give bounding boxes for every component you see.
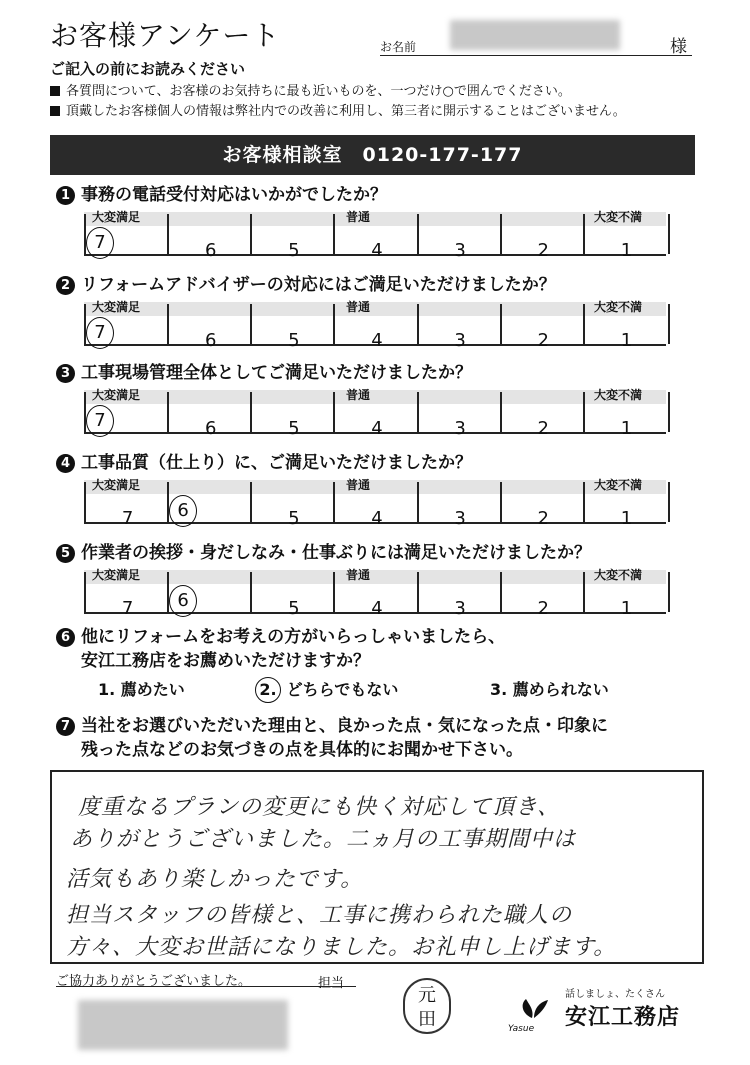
question-6-line-2: 安江工務店をお薦めいただけますか？ — [81, 651, 370, 671]
rating-scale — [84, 210, 666, 261]
rating-option-4[interactable] — [333, 304, 418, 351]
rating-option-6[interactable] — [167, 572, 252, 612]
rating-value: 6 — [204, 240, 217, 261]
rating-option-1[interactable] — [583, 214, 670, 261]
rating-value: 2 — [537, 330, 549, 351]
rating-value: 2 — [537, 508, 549, 529]
rating-value: 2 — [537, 418, 549, 439]
rating-value: 5 — [288, 240, 300, 261]
rating-option-1[interactable] — [583, 572, 670, 619]
rating-scale — [84, 568, 666, 619]
question-number: 6 — [56, 628, 75, 647]
staff-label: 担当 — [318, 976, 345, 991]
rating-scale — [84, 478, 666, 529]
question-number: 1 — [56, 186, 75, 205]
scale-label-worst: 大変不満 — [594, 568, 643, 582]
question-number: 3 — [56, 364, 75, 383]
rating-option-2[interactable] — [500, 304, 585, 351]
rating-option-7[interactable] — [84, 214, 169, 254]
rating-option-3[interactable] — [417, 482, 502, 529]
scale-label-mid: 普通 — [346, 388, 371, 402]
scale-label-best: 大変満足 — [92, 210, 141, 224]
rating-value: 3 — [454, 330, 466, 351]
rating-value: 3 — [454, 418, 466, 439]
rating-option-4[interactable] — [333, 392, 418, 439]
scale-label-best: 大変満足 — [92, 478, 141, 492]
rating-option-5[interactable] — [250, 572, 335, 619]
rating-option-4[interactable] — [333, 482, 418, 529]
notice-heading: ご記入の前にお読みください — [50, 60, 246, 78]
notice-line-1: 各質問について、お客様のお気持ちに最も近いものを、一つだけ○で囲んでください。 — [50, 80, 571, 99]
handwritten-line-3: 活気もあり楽しかったです。 — [66, 867, 364, 892]
name-underline — [380, 55, 692, 56]
rating-value: 4 — [371, 598, 383, 619]
handwritten-line-2: ありがとうございました。二ヵ月の工事期間中は — [70, 827, 577, 852]
handwritten-line-4: 担当スタッフの皆様と、工事に携わられた職人の — [66, 903, 573, 928]
rating-option-2[interactable] — [500, 482, 585, 529]
rating-option-6[interactable] — [167, 214, 252, 261]
rating-value: 3 — [454, 598, 466, 619]
survey-title: お客様アンケート — [50, 19, 281, 52]
rating-value: 4 — [371, 240, 383, 261]
rating-value: 1 — [620, 508, 633, 529]
question-1 — [56, 180, 387, 205]
rating-option-6[interactable] — [167, 392, 252, 439]
question-number: 4 — [56, 454, 75, 473]
rating-option-3[interactable] — [417, 304, 502, 351]
rating-option-7[interactable] — [84, 572, 169, 619]
rating-value: 5 — [288, 330, 300, 351]
rating-option-3[interactable] — [417, 572, 502, 619]
question-7: 7 当社をお選びいただいた理由と、良かった点・気になった点・印象に — [56, 711, 608, 736]
rating-scale — [84, 300, 666, 351]
rating-option-2[interactable] — [500, 392, 585, 439]
rating-option-1[interactable] — [583, 482, 670, 529]
scale-label-worst: 大変不満 — [594, 300, 643, 314]
question-number: 5 — [56, 544, 75, 563]
scale-label-best: 大変満足 — [92, 388, 141, 402]
rating-value: 7 — [121, 598, 134, 619]
question-number: 7 — [56, 717, 75, 736]
scale-label-mid: 普通 — [346, 478, 371, 492]
company-tagline: 話しましょ、たくさん — [565, 989, 665, 1000]
question-4 — [56, 448, 472, 473]
question-2 — [56, 270, 556, 295]
q6-option-2[interactable]: 2. どちらでもない — [255, 677, 398, 703]
rating-value: 6 — [204, 418, 217, 439]
rating-value: 3 — [454, 508, 466, 529]
rating-option-3[interactable] — [417, 214, 502, 261]
rating-value: 2 — [537, 598, 549, 619]
selected-rating-circle: 6 — [169, 495, 197, 527]
rating-option-7[interactable] — [84, 482, 169, 529]
logo-text: Yasue — [508, 1024, 535, 1034]
name-label: お名前 — [380, 40, 417, 54]
q6-option-3[interactable]: 3. 薦められない — [490, 680, 609, 699]
rating-option-1[interactable] — [583, 392, 670, 439]
question-number: 2 — [56, 276, 75, 295]
question-text: 作業者の挨拶・身だしなみ・仕事ぶりには満足いただけましたか？ — [81, 543, 591, 563]
scale-label-worst: 大変不満 — [594, 478, 643, 492]
handwritten-line-5: 方々、大変お世話になりました。お礼申し上げます。 — [66, 935, 617, 960]
question-3 — [56, 358, 472, 383]
rating-option-5[interactable] — [250, 214, 335, 261]
rating-value: 5 — [288, 598, 300, 619]
selected-rating-circle: 7 — [86, 227, 114, 259]
rating-value: 2 — [537, 240, 549, 261]
question-text: 工事品質（仕上り）に、ご満足いただけましたか？ — [81, 453, 472, 473]
rating-option-5[interactable] — [250, 482, 335, 529]
rating-option-5[interactable] — [250, 392, 335, 439]
question-text: 工事現場管理全体としてご満足いただけましたか？ — [81, 363, 472, 383]
rating-option-4[interactable] — [333, 214, 418, 261]
rating-value: 5 — [288, 508, 300, 529]
rating-value: 1 — [620, 240, 633, 261]
rating-option-3[interactable] — [417, 392, 502, 439]
q6-option-1[interactable]: 1. 薦めたい — [98, 680, 185, 699]
scale-label-mid: 普通 — [346, 210, 371, 224]
thanks-text: ご協力ありがとうございました。 — [56, 974, 252, 989]
rating-scale — [84, 388, 666, 439]
scale-label-worst: 大変不満 — [594, 388, 643, 402]
leaf-logo-icon — [512, 996, 552, 1024]
rating-value: 1 — [620, 598, 633, 619]
rating-option-7[interactable] — [84, 392, 169, 432]
square-bullet-icon — [50, 86, 60, 96]
consultation-bar: お客様相談室 0120-177-177 — [50, 135, 695, 175]
redacted-name — [450, 20, 620, 50]
rating-option-2[interactable] — [500, 214, 585, 261]
rating-value: 4 — [371, 330, 383, 351]
square-bullet-icon — [50, 106, 60, 116]
rating-value: 4 — [371, 418, 383, 439]
company-name: 安江工務店 — [565, 1005, 681, 1030]
rating-value: 7 — [121, 508, 134, 529]
rating-option-2[interactable] — [500, 572, 585, 619]
scale-label-best: 大変満足 — [92, 300, 141, 314]
scale-label-best: 大変満足 — [92, 568, 141, 582]
rating-value: 1 — [620, 330, 633, 351]
rating-option-6[interactable] — [167, 304, 252, 351]
handwritten-line-1: 度重なるプランの変更にも快く対応して頂き、 — [78, 795, 561, 820]
question-6: 6 他にリフォームをお考えの方がいらっしゃいましたら、 — [56, 622, 505, 647]
scale-label-mid: 普通 — [346, 568, 371, 582]
rating-value: 4 — [371, 508, 383, 529]
question-5 — [56, 538, 591, 563]
selected-rating-circle: 7 — [86, 405, 114, 437]
rating-value: 1 — [620, 418, 633, 439]
question-7-line-2: 残った点などのお気づきの点を具体的にお聞かせ下さい。 — [81, 740, 523, 760]
scale-label-mid: 普通 — [346, 300, 371, 314]
redacted-staff — [78, 1000, 288, 1050]
honorific: 様 — [670, 37, 687, 57]
rating-option-7[interactable] — [84, 304, 169, 344]
rating-option-4[interactable] — [333, 572, 418, 619]
scale-label-worst: 大変不満 — [594, 210, 643, 224]
rating-option-1[interactable] — [583, 304, 670, 351]
answer-circle: 2. — [255, 677, 281, 703]
staff-seal-stamp: 元 田 — [403, 978, 451, 1034]
rating-option-5[interactable] — [250, 304, 335, 351]
staff-underline — [56, 986, 356, 987]
question-text: リフォームアドバイザーの対応にはご満足いただけましたか？ — [81, 275, 556, 295]
rating-value: 3 — [454, 240, 466, 261]
rating-value: 6 — [204, 330, 217, 351]
selected-rating-circle: 6 — [169, 585, 197, 617]
notice-line-2: 頂戴したお客様個人の情報は弊社内での改善に利用し、第三者に開示することはございません。 — [50, 100, 626, 119]
selected-rating-circle: 7 — [86, 317, 114, 349]
question-text: 事務の電話受付対応はいかがでしたか？ — [81, 185, 387, 205]
rating-value: 5 — [288, 418, 300, 439]
rating-option-6[interactable] — [167, 482, 252, 522]
